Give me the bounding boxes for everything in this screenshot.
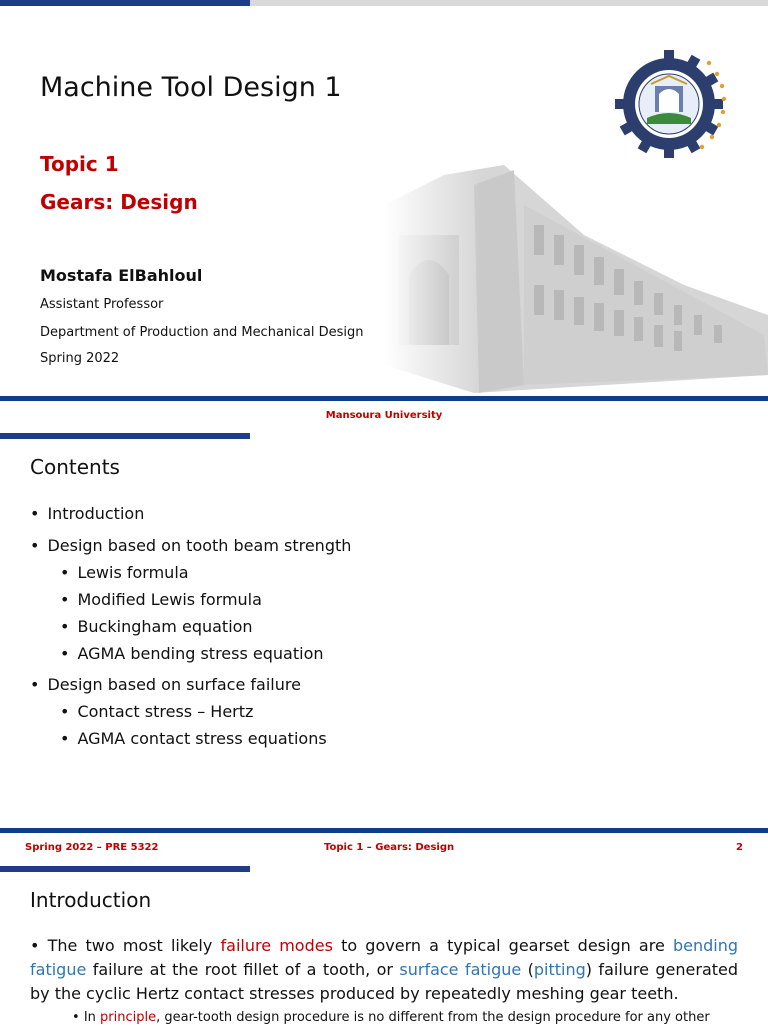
introduction-paragraph (30, 934, 738, 1006)
list-item: • Introduction (30, 504, 144, 523)
university-gear-logo (610, 45, 728, 163)
footer-course: Spring 2022 – PRE 5322 (25, 842, 159, 853)
topic-label: Topic 1 (40, 152, 119, 176)
text-run: The two most likely (47, 936, 221, 955)
highlight-principle: principle (100, 1010, 157, 1025)
topic-subtitle: Gears: Design (40, 190, 198, 214)
highlight-bending-fatigue: bending fatigue (30, 936, 739, 979)
introduction-sub-bullet (72, 1010, 738, 1025)
slide-footer (0, 828, 768, 865)
slide-top-bar-accent (0, 0, 250, 6)
text-run: In (83, 1010, 101, 1025)
text-run: ( (521, 960, 534, 979)
slide-footer (0, 396, 768, 433)
list-item: • Lewis formula (60, 563, 189, 582)
list-item: • AGMA bending stress equation (60, 644, 324, 663)
highlight-pitting: pitting (533, 960, 586, 979)
footer-page-number: 2 (736, 842, 743, 853)
list-item: • AGMA contact stress equations (60, 729, 327, 748)
footer-topic: Topic 1 – Gears: Design (324, 842, 455, 853)
introduction-heading: Introduction (30, 888, 152, 912)
university-building-image (384, 165, 768, 395)
highlight-surface-fatigue: surface fatigue (399, 960, 522, 979)
slide-contents (0, 433, 768, 853)
footer-university: Mansoura University (325, 410, 443, 421)
author-department: Department of Production and Mechanical Design (40, 325, 364, 340)
list-item: • Contact stress – Hertz (60, 702, 253, 721)
text-run: ) failure generated by the cyclic Hertz contact stresses produced by repeatedly meshing gear teeth. (30, 960, 739, 1003)
bullet-dot: • (30, 936, 48, 955)
list-item: • Design based on surface failure (30, 675, 301, 694)
text-run: failure at the root fillet of a tooth, or (86, 960, 400, 979)
bullet-dot: • (72, 1010, 84, 1025)
list-item: • Modified Lewis formula (60, 590, 262, 609)
author-name: Mostafa ElBahloul (40, 266, 203, 285)
slide-top-bar-accent (0, 866, 250, 872)
term-label: Spring 2022 (40, 351, 120, 366)
slide-title-heading: Machine Tool Design 1 (40, 72, 342, 103)
contents-heading: Contents (30, 455, 120, 479)
slide-top-bar-accent (0, 433, 250, 439)
author-position: Assistant Professor (40, 297, 164, 312)
slide-top-bar (250, 0, 768, 6)
list-item: • Design based on tooth beam strength (30, 536, 351, 555)
highlight-failure-modes: failure modes (220, 936, 333, 955)
slide-title (0, 0, 768, 421)
text-run: , gear-tooth design procedure is no different from the design procedure for any other (156, 1010, 710, 1025)
text-run: to govern a typical gearset design are (332, 936, 673, 955)
list-item: • Buckingham equation (60, 617, 253, 636)
